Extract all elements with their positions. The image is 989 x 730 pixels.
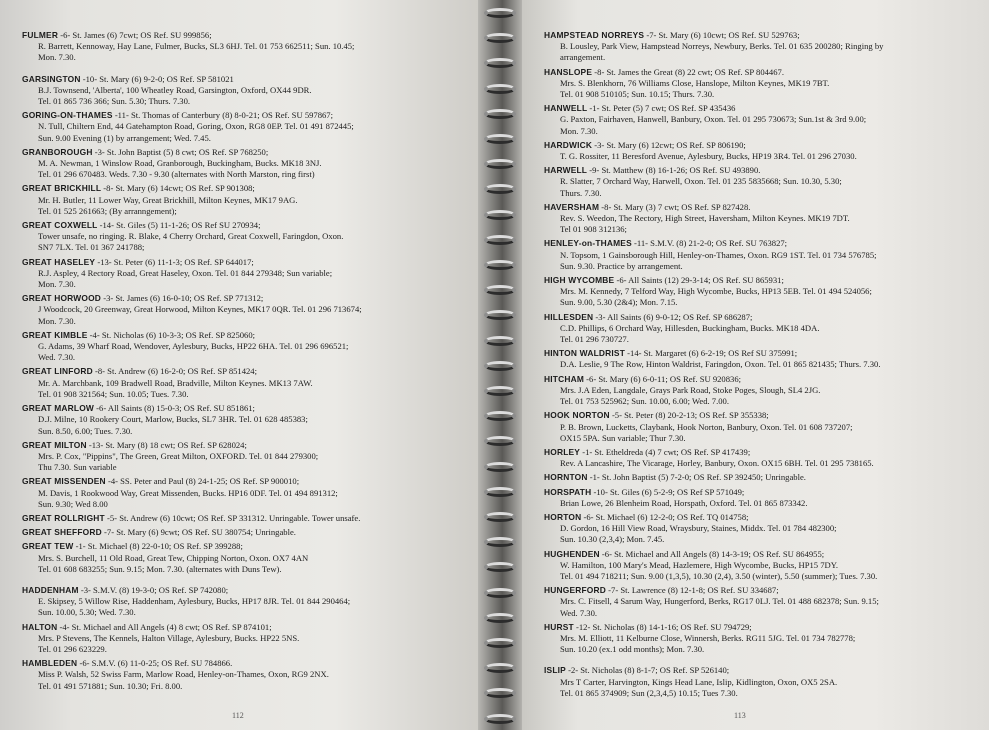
tower-entry [22, 183, 462, 217]
contact-line: R. Barrett, Kennoway, Hay Lane, Fulmer, Bucks, SL3 6HJ. Tel. 01 753 662511; Sun. 10.45; [38, 41, 355, 52]
place-name: HARDWICK [544, 139, 593, 150]
binding-ring [484, 336, 516, 346]
tower-entry [544, 410, 974, 444]
binding-ring [484, 184, 516, 194]
contact-line: Mrs T Carter, Harvington, Kings Head Lane, Islip, Kidlington, Oxon, OX5 2SA. [560, 676, 838, 687]
place-name: GREAT LINFORD [22, 366, 93, 377]
tower-entry [544, 202, 974, 236]
entry-heading [544, 410, 974, 421]
tower-entry [544, 374, 974, 408]
entry-heading [544, 665, 974, 676]
entry-heading [22, 293, 462, 304]
place-name: ISLIP [544, 665, 566, 676]
bell-details: -10- St. Mary (6) 9-2-0; OS Ref. SP 581021 [80, 73, 234, 84]
contact-line: Mon. 7.30. [38, 315, 76, 326]
bell-details: -1- St. Etheldreda (4) 7 cwt; OS Ref. SP 417439; [580, 446, 751, 457]
place-name: GARSINGTON [22, 73, 81, 84]
tower-entry [544, 67, 974, 101]
binding-ring [484, 235, 516, 245]
place-name: HINTON WALDRIST [544, 348, 626, 359]
bell-details: -9- St. Matthew (8) 16-1-26; OS Ref. SU 493890. [587, 165, 761, 176]
page-number-left: 112 [232, 711, 244, 720]
place-name: GREAT HASELEY [22, 256, 96, 267]
contact-line: Tel. 01 908 510105; Sun. 10.15; Thurs. 7.30. [560, 89, 715, 100]
contact-line: Mrs. M. Kennedy, 7 Telford Way, High Wycombe, Bucks, HP13 5EB. Tel. 01 494 524056; [560, 286, 872, 297]
contact-line: Tel. 01 865 736 366; Sun. 5.30; Thurs. 7.30. [38, 96, 191, 107]
entry-heading [544, 348, 974, 359]
tower-entry [544, 312, 974, 346]
place-name: GORING-ON-THAMES [22, 110, 113, 121]
contact-line: C.D. Phillips, 6 Orchard Way, Hillesden, Buckingham, Bucks. MK18 4DA. [560, 322, 820, 333]
binding-ring [484, 436, 516, 446]
binding-ring [484, 562, 516, 572]
contact-line: Thurs. 7.30. [560, 187, 602, 198]
bell-details: -8- St. Andrew (6) 16-2-0; OS Ref. SP 851424; [92, 366, 257, 377]
contact-line: OX15 5PA. Sun variable; Thur 7.30. [560, 432, 686, 443]
entry-heading [544, 67, 974, 78]
tower-entry [544, 275, 974, 309]
contact-line: B.J. Townsend, 'Alberta', 100 Wheatley Road, Garsington, Oxford, OX44 9DR. [38, 84, 312, 95]
binding-ring [484, 84, 516, 94]
contact-line: M. Davis, 1 Rookwood Way, Great Missenden, Bucks. HP16 0DF. Tel. 01 494 891312; [38, 487, 338, 498]
contact-line: Wed. 7.30. [560, 607, 598, 618]
entry-heading [544, 30, 974, 41]
place-name: HORSPATH [544, 486, 592, 497]
contact-line: B. Lousley, Park View, Hampstead Norreys, Newbury, Berks. Tel. 01 635 200280; Ringing by [560, 41, 884, 52]
binding-ring [484, 361, 516, 371]
place-name: GREAT MILTON [22, 439, 87, 450]
tower-entry [544, 238, 974, 272]
tower-entry [544, 487, 974, 509]
place-name: HITCHAM [544, 373, 585, 384]
contact-line: Sun. 9.30. Practice by arrangement. [560, 260, 683, 271]
entry-heading [22, 403, 462, 414]
contact-line: D. Gordon, 16 Hill View Road, Wraysbury, Staines, Middx. Tel. 01 784 482300; [560, 523, 837, 534]
tower-entry [22, 513, 462, 524]
place-name: GREAT TEW [22, 541, 74, 552]
contact-line: Tel. 01 908 321564; Sun. 10.05; Tues. 7.30. [38, 388, 189, 399]
place-name: GRANBOROUGH [22, 146, 93, 157]
entry-heading [544, 238, 974, 249]
bell-details: -7- St. Mary (6) 10cwt; OS Ref. SU 529763; [644, 30, 800, 40]
tower-entry [544, 103, 974, 137]
bell-details: -12- St. Nicholas (8) 14-1-16; OS Ref. SU 794729; [573, 621, 752, 632]
tower-entry [22, 585, 462, 619]
binding-ring [484, 260, 516, 270]
contact-line: Rev. S. Weedon, The Rectory, High Street, Haversham, Milton Keynes. MK19 7DT. [560, 213, 850, 224]
tower-entry [22, 541, 462, 575]
place-name: HORTON [544, 511, 582, 522]
contact-line: Sun. 9.00 Evening (1) by arrangement; Wed. 7.45. [38, 132, 211, 143]
contact-line: Thu 7.30. Sun variable [38, 462, 117, 473]
tower-entry [544, 512, 974, 546]
contact-line: P. B. Brown, Lucketts, Claybank, Hook Norton, Banbury, Oxon. Tel. 01 608 737207; [560, 421, 853, 432]
tower-entry [544, 30, 974, 64]
contact-line: N. Tull, Chiltern End, 44 Gatehampton Road, Goring, Oxon, RG8 0EP. Tel. 01 491 872445; [38, 121, 354, 132]
contact-line: Sun. 10.30 (2,3,4); Mon. 7.45. [560, 534, 665, 545]
tower-entry [22, 330, 462, 364]
left-page [0, 0, 478, 730]
bell-details: -7- St. Lawrence (8) 12-1-8; OS Ref. SU 334687; [606, 585, 779, 596]
entry-heading [22, 513, 462, 524]
bell-details: -1- St. Peter (5) 7 cwt; OS Ref. SP 435436 [587, 103, 736, 114]
bell-details: -8- St. James the Great (8) 22 cwt; OS Ref. SP 804467. [592, 66, 784, 77]
bell-details: -10- St. Giles (6) 5-2-9; OS Ref SP 571049; [591, 486, 745, 497]
bell-details: -6- All Saints (12) 29-3-14; OS Ref. SU 865931; [614, 275, 784, 286]
contact-line: Mrs. S. Blenkhorn, 76 Williams Close, Hanslope, Milton Keynes, MK19 7BT. [560, 77, 830, 88]
binding-ring [484, 58, 516, 68]
tower-entry [22, 622, 462, 656]
left-column [22, 30, 462, 695]
contact-line: Mrs. M. Elliott, 11 Kelburne Close, Winnersh, Berks. RG11 5JG. Tel. 01 734 782778; [560, 632, 856, 643]
contact-line: arrangement. [560, 52, 606, 63]
place-name: HILLESDEN [544, 311, 594, 322]
contact-line: Mrs. C. Fitsell, 4 Sarum Way, Hungerford, Berks, RG17 0LJ. Tel. 01 488 682378; Sun. 9.15; [560, 596, 879, 607]
contact-line: Sun. 9.00, 5.30 (2&4); Mon. 7.15. [560, 297, 678, 308]
bell-details: -11- St. Thomas of Canterbury (8) 8-0-21; OS Ref. SU 597867; [112, 110, 333, 121]
binding-ring [484, 613, 516, 623]
entry-heading [22, 183, 462, 194]
bell-details: -13- St. Peter (6) 11-1-3; OS Ref. SP 644017; [95, 256, 254, 267]
contact-line: Miss P. Walsh, 52 Swiss Farm, Marlow Road, Henley-on-Thames, Oxon, RG9 2NX. [38, 669, 329, 680]
contact-line: Mr. A. Marchbank, 109 Bradwell Road, Bradville, Milton Keynes. MK13 7AW. [38, 377, 313, 388]
contact-line: Mrs. P Stevens, The Kennels, Halton Village, Aylesbury, Bucks. HP22 5NS. [38, 632, 300, 643]
bell-details: -2- St. Nicholas (8) 8-1-7; OS Ref. SP 526140; [565, 665, 730, 676]
binding-ring [484, 33, 516, 43]
contact-line: T. G. Rossiter, 11 Beresford Avenue, Aylesbury, Bucks, HP19 3R4. Tel. 01 296 27030. [560, 151, 857, 162]
tower-entry [544, 472, 974, 483]
place-name: HURST [544, 621, 574, 632]
right-page [522, 0, 989, 730]
contact-line: Mon. 7.30. [560, 125, 598, 136]
place-name: HIGH WYCOMBE [544, 275, 615, 286]
tower-entry [544, 585, 974, 619]
entry-heading [22, 30, 462, 41]
bell-details: -8- St. Mary (3) 7 cwt; OS Ref. SP 827428. [599, 201, 751, 212]
binding-ring [484, 411, 516, 421]
bell-details: -1- St. John Baptist (5) 7-2-0; OS Ref. SP 392450; Unringable. [587, 472, 806, 483]
contact-line: R.J. Aspley, 4 Rectory Road, Great Haseley, Oxon. Tel. 01 844 279348; Sun variable; [38, 267, 333, 278]
contact-line: Tel. 01 865 374909; Sun (2,3,4,5) 10.15; Tues 7.30. [560, 687, 738, 698]
binding-ring [484, 134, 516, 144]
place-name: HAVERSHAM [544, 201, 600, 212]
bell-details: -8- St. Mary (6) 14cwt; OS Ref. SP 901308; [101, 183, 255, 194]
contact-line: Sun. 10.20 (ex.1 odd months); Mon. 7.30. [560, 644, 705, 655]
binding-ring [484, 663, 516, 673]
tower-entry [544, 165, 974, 199]
bell-details: -3- St. John Baptist (5) 8 cwt; OS Ref. SP 768250; [92, 146, 269, 157]
binding-ring [484, 159, 516, 169]
binding-ring [484, 638, 516, 648]
contact-line: Tel 01 908 312136; [560, 224, 627, 235]
tower-entry [22, 74, 462, 108]
entry-heading [544, 585, 974, 596]
contact-line: Wed. 7.30. [38, 352, 76, 363]
contact-line: R. Slatter, 7 Orchard Way, Harwell, Oxon. Tel. 01 235 5835668; Sun. 10.30, 5.30; [560, 176, 842, 187]
spiral-binding [478, 0, 522, 730]
entry-heading [544, 472, 974, 483]
tower-entry [544, 140, 974, 162]
contact-line: Rev. A Lancashire, The Vicarage, Horley, Banbury, Oxon. OX15 6BH. Tel. 01 295 738165. [560, 458, 874, 469]
entry-heading [544, 487, 974, 498]
place-name: GREAT COXWELL [22, 220, 98, 231]
contact-line: Mr. H. Butler, 11 Lower Way, Great Brickhill, Milton Keynes, MK17 9AG. [38, 194, 298, 205]
contact-line: Tel. 01 753 525962; Sun. 10.00, 6.00; Wed. 7.00. [560, 396, 729, 407]
bell-details: -6- St. Mary (6) 6-0-11; OS Ref. SU 920836; [584, 373, 741, 384]
entry-heading [544, 512, 974, 523]
tower-entry [22, 658, 462, 692]
contact-line: Tel. 01 296 623229. [38, 643, 107, 654]
entry-heading [544, 374, 974, 385]
entry-heading [22, 147, 462, 158]
contact-line: J Woodcock, 20 Greenway, Great Horwood, Milton Keynes, MK17 0QR. Tel. 01 296 713674; [38, 304, 362, 315]
bell-details: -13- St. Mary (8) 18 cwt; OS Ref. SP 628024; [86, 439, 247, 450]
bell-details: -11- S.M.V. (8) 21-2-0; OS Ref. SU 763827; [631, 238, 788, 249]
contact-line: D.A. Leslie, 9 The Row, Hinton Waldrist, Faringdon, Oxon. Tel. 01 865 821435; Thurs. 7.30. [560, 359, 881, 370]
place-name: HORNTON [544, 472, 588, 483]
place-name: HAMPSTEAD NORREYS [544, 30, 645, 40]
bell-details: -6- All Saints (8) 15-0-3; OS Ref. SU 851861; [94, 403, 255, 414]
place-name: HUNGERFORD [544, 585, 607, 596]
binding-ring [484, 386, 516, 396]
contact-line: Sun. 8.50, 6.00; Tues. 7.30. [38, 425, 133, 436]
contact-line: Tel. 01 296 670483. Weds. 7.30 - 9.30 (alternates with North Marston, ring first) [38, 169, 315, 180]
place-name: FULMER [22, 30, 59, 40]
contact-line: Tel. 01 494 718211; Sun. 9.00 (1,3,5), 10.30 (2,4), 3.50 (winter), 5.50 (summer); Tues. 7.30. [560, 570, 878, 581]
contact-line: Tel. 01 296 730727. [560, 334, 629, 345]
binding-ring [484, 462, 516, 472]
contact-line: W. Hamilton, 100 Mary's Mead, Hazlemere, High Wycombe, Bucks, HP15 7DY. [560, 559, 838, 570]
contact-line: Mrs. P. Cox, "Pippins", The Green, Great Milton, OXFORD. Tel. 01 844 279300; [38, 450, 319, 461]
tower-entry [22, 527, 462, 538]
tower-entry [544, 348, 974, 370]
bell-details: -4- SS. Peter and Paul (8) 24-1-25; OS Ref. SP 900010; [105, 476, 300, 487]
tower-entry [544, 622, 974, 656]
contact-line: D.J. Milne, 10 Rookery Court, Marlow, Bucks, SL7 3HR. Tel. 01 628 485383; [38, 414, 308, 425]
entry-heading [22, 366, 462, 377]
place-name: HENLEY-on-THAMES [544, 238, 632, 249]
place-name: HORLEY [544, 446, 581, 457]
bell-details: -4- St. Michael and All Angels (4) 8 cwt; OS Ref. SP 874101; [57, 621, 272, 632]
binding-ring [484, 537, 516, 547]
tower-entry [22, 147, 462, 181]
binding-ring [484, 8, 516, 18]
contact-line: Sun. 9.30; Wed 8.00 [38, 498, 108, 509]
contact-line: Tel. 01 608 683255; Sun. 9.15; Mon. 7.30. (alternates with Duns Tew). [38, 563, 282, 574]
tower-entry [22, 30, 462, 64]
tower-entry [544, 665, 974, 699]
tower-entry [22, 110, 462, 144]
binding-ring [484, 109, 516, 119]
place-name: GREAT SHEFFORD [22, 527, 102, 538]
tower-entry [22, 366, 462, 400]
place-name: GREAT BRICKHILL [22, 183, 102, 194]
contact-line: Mrs. J.A Eden, Langdale, Grays Park Road, Stoke Poges, Slough, SL4 2JG. [560, 384, 821, 395]
entry-heading [22, 622, 462, 633]
entry-heading [22, 74, 462, 85]
binding-ring [484, 588, 516, 598]
bell-details: -3- S.M.V. (8) 19-3-0; OS Ref. SP 742080; [78, 584, 229, 595]
entry-heading [544, 549, 974, 560]
entry-heading [544, 202, 974, 213]
entry-heading [22, 658, 462, 669]
contact-line: Brian Lowe, 26 Blenheim Road, Horspath, Oxford. Tel. 01 865 873342. [560, 497, 808, 508]
contact-line: Mon. 7.30. [38, 279, 76, 290]
contact-line: N. Topsom, 1 Gainsborough Hill, Henley-on-Thames, Oxon. RG9 1ST. Tel. 01 734 576785; [560, 249, 877, 260]
bell-details: -6- S.M.V. (6) 11-0-25; OS Ref. SU 784866. [77, 658, 233, 669]
binding-ring [484, 210, 516, 220]
bell-details: -6- St. James (6) 7cwt; OS Ref. SU 999856; [58, 30, 212, 40]
binding-ring [484, 310, 516, 320]
contact-line: Mon. 7.30. [38, 52, 76, 63]
place-name: GREAT MISSENDEN [22, 476, 106, 487]
place-name: HUGHENDEN [544, 548, 600, 559]
binding-ring [484, 714, 516, 724]
binding-ring [484, 487, 516, 497]
bell-details: -3- St. James (6) 16-0-10; OS Ref. SP 771312; [101, 293, 264, 304]
entry-heading [22, 527, 462, 538]
entry-heading [22, 585, 462, 596]
bell-details: -3- All Saints (6) 9-0-12; OS Ref. SP 686287; [593, 311, 753, 322]
contact-line: Sun. 10.00, 5.30; Wed. 7.30. [38, 607, 136, 618]
entry-heading [22, 541, 462, 552]
bell-details: -3- St. Mary (6) 12cwt; OS Ref. SP 806190; [592, 139, 746, 150]
entry-heading [544, 447, 974, 458]
bell-details: -14- St. Giles (5) 11-1-26; OS Ref SU 270934; [97, 220, 261, 231]
contact-line: Tel. 01 525 261663; (By arranngement); [38, 205, 177, 216]
place-name: GREAT HORWOOD [22, 293, 102, 304]
entry-heading [22, 257, 462, 268]
bell-details: -1- St. Michael (8) 22-0-10; OS Ref. SP 399288; [73, 541, 243, 552]
place-name: HALTON [22, 621, 58, 632]
contact-line: SN7 7LX. Tel. 01 367 241788; [38, 242, 145, 253]
bell-details: -4- St. Nicholas (6) 10-3-3; OS Ref. SP 825060; [87, 329, 256, 340]
place-name: HARWELL [544, 165, 588, 176]
tower-entry [22, 257, 462, 291]
entry-heading [544, 312, 974, 323]
entry-heading [22, 220, 462, 231]
entry-heading [22, 440, 462, 451]
binding-ring [484, 688, 516, 698]
place-name: GREAT MARLOW [22, 403, 95, 414]
tower-entry [22, 293, 462, 327]
tower-entry [22, 440, 462, 474]
page-number-right: 113 [734, 711, 746, 720]
place-name: HANWELL [544, 103, 588, 114]
contact-line: Tower unsafe, no ringing. R. Blake, 4 Cherry Orchard, Great Coxwell, Faringdon, Oxon. [38, 231, 344, 242]
contact-line: G. Paxton, Fairhaven, Hanwell, Banbury, Oxon. Tel. 01 295 730673; Sun.1st & 3rd 9.00; [560, 114, 867, 125]
entry-heading [22, 330, 462, 341]
bell-details: -5- St. Andrew (6) 10cwt; OS Ref. SP 331312. Unringable. Tower unsafe. [104, 512, 361, 523]
entry-heading [22, 476, 462, 487]
contact-line: M. A. Newman, 1 Winslow Road, Granborough, Buckingham, Bucks. MK18 3NJ. [38, 158, 322, 169]
bell-details: -6- St. Michael (6) 12-2-0; OS Ref. TQ 014758; [581, 511, 749, 522]
place-name: GREAT KIMBLE [22, 329, 88, 340]
binding-ring [484, 285, 516, 295]
bell-details: -14- St. Margaret (6) 6-2-19; OS Ref SU 375991; [625, 348, 798, 359]
contact-line: E. Skipsey, 5 Willow Rise, Haddenham, Aylesbury, Bucks, HP17 8JR. Tel. 01 844 290464; [38, 596, 351, 607]
entry-heading [22, 110, 462, 121]
right-column [544, 30, 974, 702]
place-name: HAMBLEDEN [22, 658, 78, 669]
bell-details: -7- St. Mary (6) 9cwt; OS Ref. SU 380754; Unringable. [101, 527, 296, 538]
contact-line: G. Adams, 39 Wharf Road, Wendover, Aylesbury, Bucks, HP22 6HA. Tel. 01 296 696521; [38, 341, 349, 352]
tower-entry [544, 549, 974, 583]
tower-entry [22, 403, 462, 437]
entry-heading [544, 140, 974, 151]
entry-heading [544, 622, 974, 633]
entry-heading [544, 275, 974, 286]
entry-heading [544, 103, 974, 114]
bell-details: -5- St. Peter (8) 20-2-13; OS Ref. SP 355338; [609, 410, 769, 421]
tower-entry [544, 447, 974, 469]
contact-line: Mrs. S. Burchell, 11 Old Road, Great Tew, Chipping Norton, Oxon. OX7 4AN [38, 552, 309, 563]
entry-heading [544, 165, 974, 176]
binding-ring [484, 512, 516, 522]
tower-entry [22, 476, 462, 510]
tower-entry [22, 220, 462, 254]
bell-details: -6- St. Michael and All Angels (8) 14-3-19; OS Ref. SU 864955; [599, 548, 825, 559]
place-name: HADDENHAM [22, 584, 79, 595]
place-name: HANSLOPE [544, 66, 593, 77]
place-name: HOOK NORTON [544, 410, 610, 421]
contact-line: Tel. 01 491 571881; Sun. 10.30; Fri. 8.00. [38, 680, 183, 691]
place-name: GREAT ROLLRIGHT [22, 512, 105, 523]
